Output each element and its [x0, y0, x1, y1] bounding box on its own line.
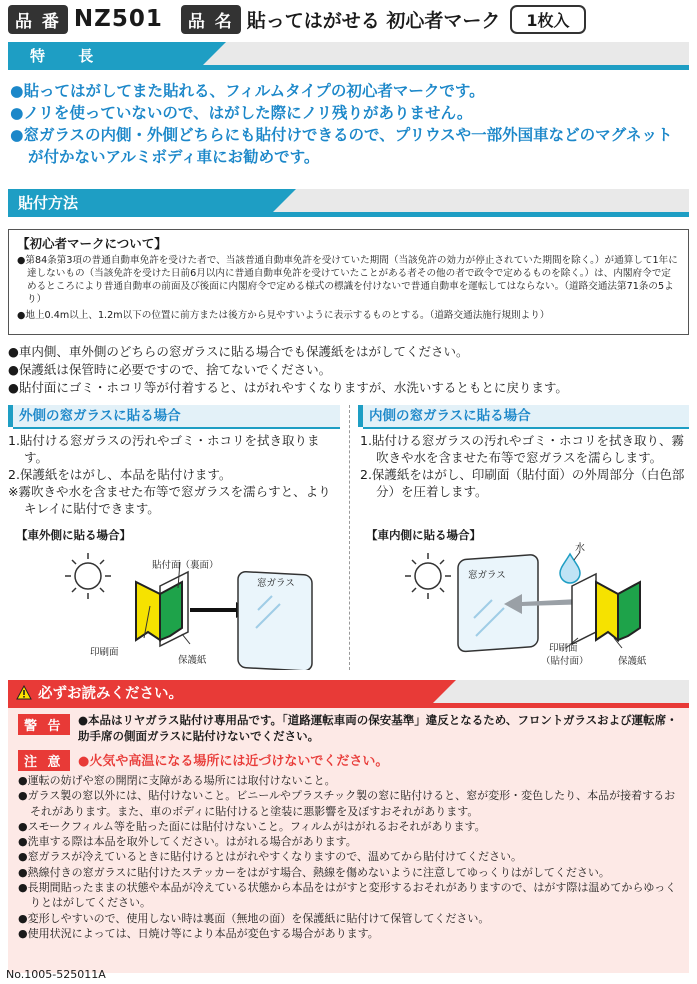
caution-list: [18, 773, 684, 941]
method-title: 貼付方法: [8, 189, 268, 217]
features-list: [10, 80, 686, 168]
about-box: [8, 229, 689, 335]
water-label: 水: [575, 543, 585, 554]
inside-diagram: [400, 548, 690, 670]
warning-triangle-icon: [16, 685, 32, 700]
caution-item: ●窓ガラスが冷えているときに貼付けるとはがれやすくなりますので、温めてから貼付けてください。: [18, 850, 523, 864]
caution-item: ●洗車する際は本品を取外してください。はがれる場合があります。: [18, 835, 357, 849]
caution-item: ●熱線付きの窓ガラスに貼付けたステッカーをはがす場合、熱線を傷めないように注意してゆっくりはがしてください。: [18, 865, 610, 879]
inside-step: 1.貼付ける窓ガラスの汚れやゴミ・ホコリを拭き取り、霧吹きや水を含ませた布等で窓ガラスを濡らします。: [360, 433, 685, 465]
outside-step: ※霧吹きや水を含ませた布等で窓ガラスを濡らすと、よりキレイに貼付できます。: [8, 484, 331, 516]
caution-item: ●使用状況によっては、日焼け等により本品が変色する場合があります。: [18, 926, 379, 940]
column-divider: [349, 405, 350, 670]
caution-item: ●スモークフィルム等を貼った面には貼付けないこと。フィルムがはがれるおそれがあります。: [18, 819, 486, 833]
product-name: 貼ってはがせる 初心者マーク: [246, 9, 501, 32]
outside-diagram-title: 【車外側に貼る場合】: [16, 528, 131, 542]
sun-icon: [405, 553, 451, 599]
caution-text: ●火気や高温になる場所には近づけないでください。: [78, 754, 389, 769]
caution-item: ●運転の妨げや窓の開閉に支障がある場所には取付けないこと。: [18, 774, 336, 787]
quantity-badge: 1枚入: [510, 5, 585, 34]
note-item: ●貼付面にゴミ・ホコリ等が付着すると、はがれやすくなりますが、水洗いするともとに戻ります。: [8, 380, 568, 395]
feature-item: ●貼ってはがしてまた貼れる、フィルムタイプの初心者マークです。: [10, 82, 485, 100]
code-tag: 品 番: [8, 5, 68, 34]
caution-item: ●長期間貼ったままの状態や本品が冷えている状態から本品をはがすと変形するおそれがありますので、はがす際は温めてからゆっくりとはがしてください。: [18, 881, 677, 910]
method-bar: [8, 189, 689, 217]
glass-label: 窓ガラス: [257, 578, 295, 589]
feature-item: ●窓ガラスの内側・外側どちらにも貼付けできるので、プリウスや一部外国車などのマグネットが付かないアルミボディ車にお勧めです。: [10, 126, 673, 166]
surface-label: 貼付面（裏面）: [152, 560, 219, 571]
caution-item: ●ガラス製の窓以外には、貼付けないこと。ビニールやプラスチック製の窓に貼付けると、窓が変形・変色したり、本品が接着するおそれがあります。また、車のボディに貼付けると塗装に悪影響を及ぼすおそれがあります。: [18, 789, 676, 818]
inside-header: [358, 405, 689, 427]
product-header: [8, 4, 689, 34]
glass-label: 窓ガラス: [468, 570, 506, 581]
warning-bar: [8, 680, 689, 708]
protective-paper-icon: [572, 574, 596, 644]
outside-header: [8, 405, 340, 427]
inside-title: 内側の窓ガラスに貼る場合: [369, 408, 531, 424]
caution-tag: 注 意: [18, 750, 70, 771]
features-stripe: [8, 65, 689, 70]
feature-item: ●ノリを使っていないので、はがした際にノリ残りがありません。: [10, 104, 473, 122]
print-sub-label: （貼付面）: [541, 656, 589, 667]
features-title: 特 長: [8, 42, 198, 70]
paper-label: 保護紙: [618, 656, 647, 667]
note-item: ●保護紙は保管時に必要ですので、捨てないでください。: [8, 362, 332, 377]
inside-diagram-title: 【車内側に貼る場合】: [366, 528, 481, 542]
print-label: 印刷面: [549, 643, 578, 654]
method-stripe: [8, 212, 689, 217]
document-number: No.1005-525011A: [6, 968, 106, 981]
print-label: 印刷面: [90, 647, 119, 658]
inside-steps: [360, 432, 688, 500]
about-item: ●第84条第3項の普通自動車免許を受けた者で、当該普通自動車免許を受けていた期間（当該免許の効力が停止されていた期間を除く。）が通算して1年に達しないもの（当該免許を受けた日前6月以内に普通自動車免許を受けていたことがある者その他の者で政令で定めるものを除く。）は、内閣府令で定めるところにより普通自動車の前面及び後面に内閣府令で定める様式の標識を付けないで普通自動車を運転してはならない。（道路交通法第71条の5より）: [17, 255, 678, 305]
water-drop-icon: [560, 554, 580, 583]
about-title: 【初心者マークについて】: [17, 236, 167, 251]
about-item: ●地上0.4m以上、1.2m以下の位置に前方または後方から見やすいように表示するものとする。（道路交通法施行規則より）: [17, 310, 550, 321]
features-bar: [8, 42, 689, 70]
general-notes: [8, 343, 689, 397]
warning-title-text: 必ずお読みください。: [38, 686, 183, 702]
note-item: ●車内側、車外側のどちらの窓ガラスに貼る場合でも保護紙をはがしてください。: [8, 344, 469, 359]
warning-tag: 警 告: [18, 714, 70, 735]
warning-text: ●本品はリヤガラス貼付け専用品です。「道路運転車両の保安基準」違反となるため、フロントガラスおよび運転席・助手席の側面ガラスに貼付けないでください。: [78, 713, 678, 743]
inside-step: 2.保護紙をはがし、印刷面（貼付面）の外周部分（白色部分）を圧着します。: [360, 467, 685, 499]
caution-item: ●変形しやすいので、使用しない時は裏面（無地の面）を保護紙に貼付けて保管してください。: [18, 911, 490, 925]
outside-step: 2.保護紙をはがし、本品を貼付けます。: [8, 467, 232, 482]
name-tag: 品 名: [181, 5, 241, 34]
outside-title: 外側の窓ガラスに貼る場合: [19, 408, 181, 424]
outside-steps: [8, 432, 338, 517]
beginner-mark-icon: [596, 582, 640, 640]
product-code: NZ501: [73, 6, 163, 32]
sun-icon: [65, 553, 111, 599]
beginner-mark-icon: [136, 582, 182, 640]
outside-step: 1.貼付ける窓ガラスの汚れやゴミ・ホコリを拭き取ります。: [8, 433, 320, 465]
paper-label: 保護紙: [178, 655, 207, 666]
